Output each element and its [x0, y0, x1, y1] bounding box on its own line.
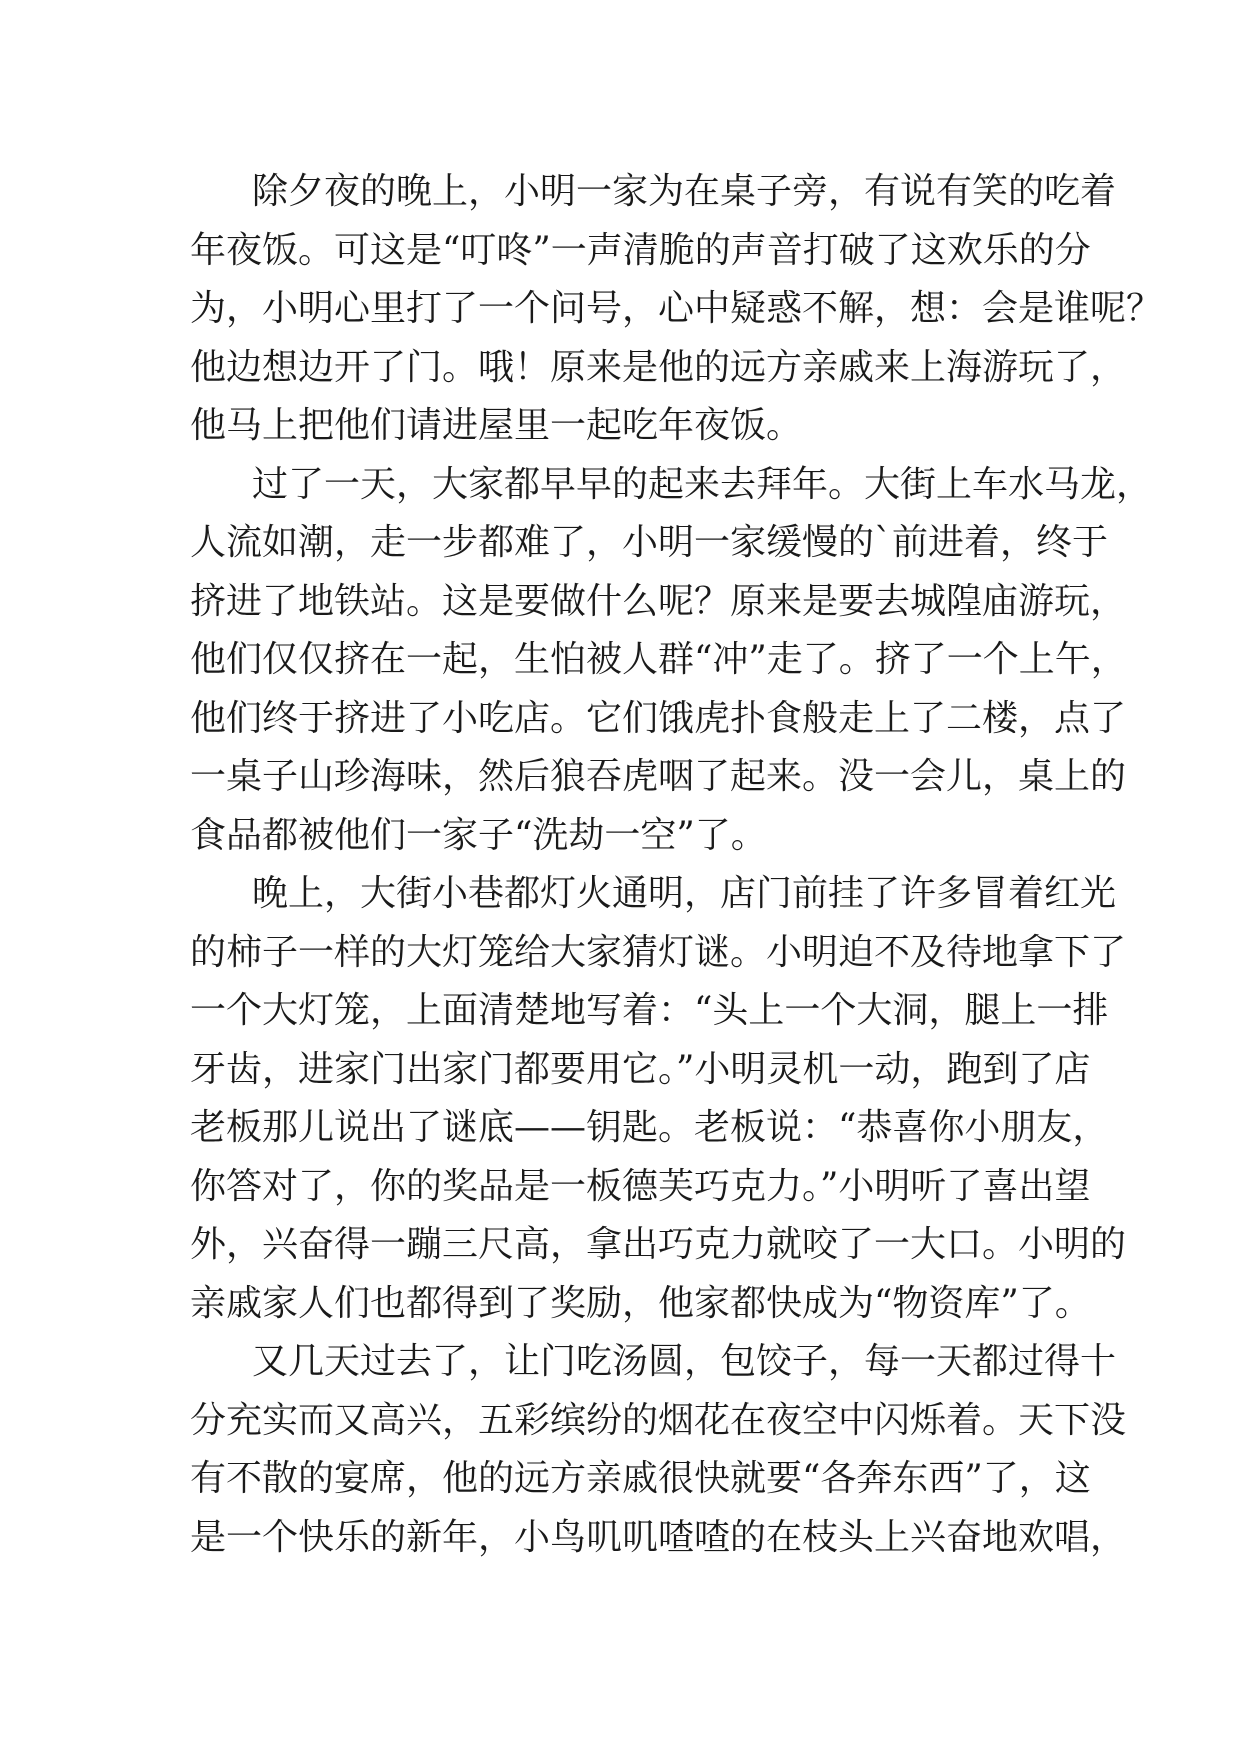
text-line: 食品都被他们一家子“洗劫一空”了。 [190, 814, 767, 856]
text-line: 一个大灯笼，上面清楚地写着：“头上一个大洞，腿上一排 [190, 990, 1109, 1031]
text-line: 他马上把他们请进屋里一起吃年夜饭。 [190, 405, 803, 446]
text-line: 老板那儿说出了谜底——钥匙。老板说：“恭喜你小朋友， [190, 1107, 1109, 1148]
paragraph-1 [190, 163, 1163, 456]
text-line: 牙齿，进家门出家门都要用它。”小明灵机一动，跑到了店 [190, 1048, 1091, 1090]
text-line: 晚上，大街小巷都灯火通明，店门前挂了许多冒着红光 [252, 873, 1117, 914]
text-line: 亲戚家人们也都得到了奖励，他家都快成为“物资库”了。 [190, 1282, 1091, 1324]
text-line: 分充实而又高兴，五彩缤纷的烟花在夜空中闪烁着。天下没 [190, 1399, 1127, 1441]
text-line: 一桌子山珍海味，然后狼吞虎咽了起来。没一会儿，桌上的 [190, 756, 1127, 797]
text-line: 挤进了地铁站。这是要做什么呢？原来是要去城隍庙游玩， [190, 580, 1127, 622]
text-line: 他们终于挤进了小吃店。它们饿虎扑食般走上了二楼，点了 [190, 697, 1127, 739]
text-line: 他们仅仅挤在一起，生怕被人群“冲”走了。挤了一个上午， [190, 639, 1127, 680]
text-line: 有不散的宴席，他的远方亲戚很快就要“各奔东西”了，这 [190, 1458, 1091, 1499]
text-line: 是一个快乐的新年，小鸟叽叽喳喳的在枝头上兴奋地欢唱， [190, 1516, 1127, 1558]
text-line: 除夕夜的晚上，小明一家为在桌子旁，有说有笑的吃着 [252, 171, 1117, 212]
document-page [190, 163, 1163, 1567]
text-line: 外，兴奋得一蹦三尺高，拿出巧克力就咬了一大口。小明的 [190, 1224, 1127, 1265]
text-line: 又几天过去了，让门吃汤圆，包饺子，每一天都过得十 [252, 1341, 1117, 1382]
text-line: 的柿子一样的大灯笼给大家猜灯谜。小明迫不及待地拿下了 [190, 931, 1127, 973]
paragraph-4 [190, 1333, 1127, 1567]
text-line: 他边想边开了门。哦！原来是他的远方亲戚来上海游玩了， [190, 346, 1127, 388]
text-line: 过了一天，大家都早早的起来去拜年。大街上车水马龙， [252, 463, 1153, 505]
paragraph-2 [190, 456, 1153, 866]
paragraph-3 [190, 865, 1127, 1333]
text-line: 人流如潮，走一步都难了，小明一家缓慢的`前进着，终于 [190, 522, 1109, 563]
text-line: 你答对了，你的奖品是一板德芙巧克力。”小明听了喜出望 [190, 1165, 1091, 1207]
text-line: 为，小明心里打了一个问号，心中疑惑不解，想：会是谁呢？ [190, 288, 1163, 329]
text-line: 年夜饭。可这是“叮咚”一声清脆的声音打破了这欢乐的分 [190, 229, 1091, 271]
